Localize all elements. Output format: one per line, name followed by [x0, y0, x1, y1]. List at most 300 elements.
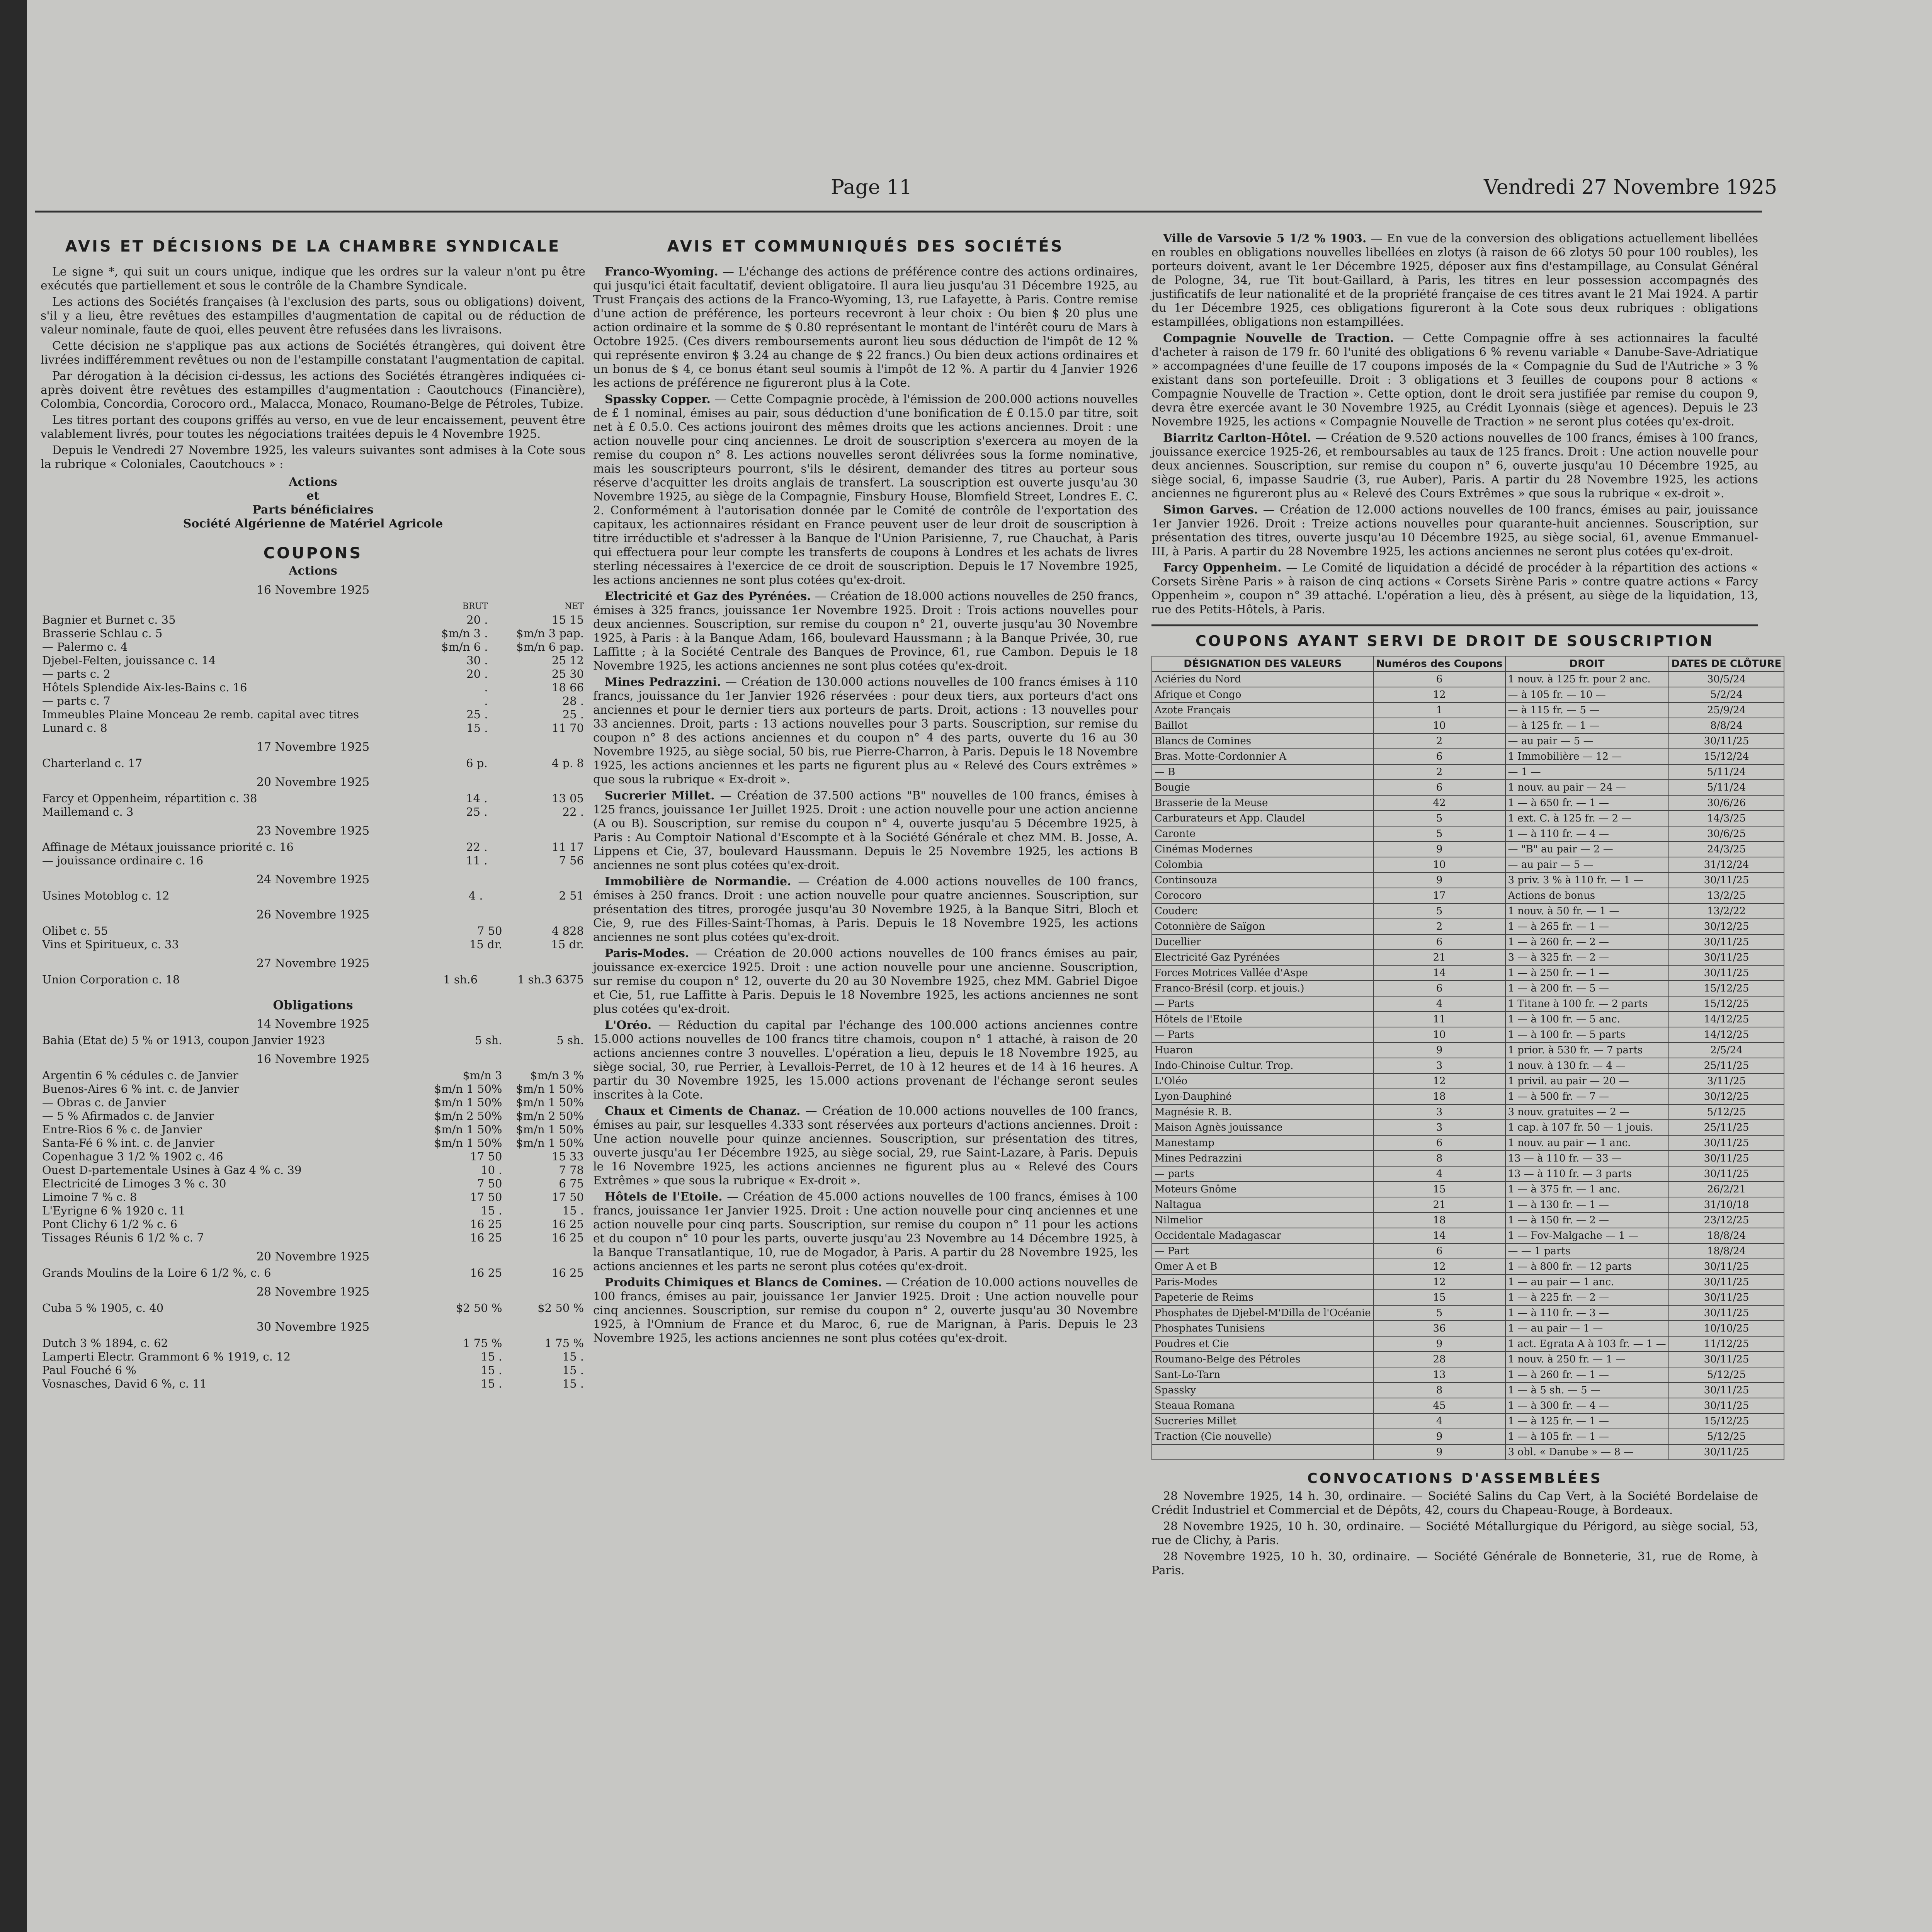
table-cell: 23/12/25	[1669, 1213, 1784, 1228]
table-cell: 1 nouv. à 125 fr. pour 2 anc.	[1505, 672, 1669, 687]
table-cell: 25/11/25	[1669, 1120, 1784, 1135]
coupon-brut: 15 .	[481, 1364, 502, 1377]
table-cell: 10	[1374, 857, 1505, 872]
table-cell: 1 — à 110 fr. — 4 —	[1505, 826, 1669, 842]
rights-row	[1152, 1089, 1784, 1104]
coupon-net: 15 .	[562, 1204, 584, 1217]
table-cell: Brasserie de la Meuse	[1152, 795, 1374, 811]
table-cell: 30/11/25	[1669, 1290, 1784, 1305]
coupon-row	[41, 627, 585, 640]
coupon-brut: 20 .	[466, 613, 488, 626]
coupon-net: 16 25	[551, 1231, 584, 1244]
convocations-title: CONVOCATIONS D'ASSEMBLÉES	[1307, 1471, 1602, 1486]
table-cell: 15/12/25	[1669, 996, 1784, 1012]
table-cell: 15/12/24	[1669, 749, 1784, 764]
coupons-table	[41, 840, 585, 867]
table-cell: 8	[1374, 1383, 1505, 1398]
table-cell: 31/12/24	[1669, 857, 1784, 872]
company-name: L'Oréo.	[605, 1019, 652, 1032]
company-notice	[1151, 232, 1758, 329]
coupon-net: 15 15	[551, 613, 584, 626]
table-cell: 15	[1374, 1290, 1505, 1305]
company-notice	[593, 1276, 1138, 1345]
table-cell: Huaron	[1152, 1043, 1374, 1058]
notice-text: — Création de 130.000 actions nouvelles de 100 francs émises à 110 francs, jouissance du 1er Janvier 1926 réservées : pour deux tiers, aux porteurs d'act ons anciennes et pour le dernier tiers aux porteurs de parts. Droit, actions : 13 nouvelles pour 33 anciennes. Droit, parts : 13 actions nouvelles pour 3 parts. Souscription, sur remise du coupon n° 8 des actions anciennes et du coupon n° 4 des parts, ouverte du 16 au 30 Novembre 1925, au siège social, 50 bis, rue Pierre-Charron, à Paris. Depuis le 18 Novembre 1925, les actions anciennes et les parts ne figurent plus au « Relevé des Cours extrêmes » que sous la rubrique « Ex-droit ».	[593, 675, 1138, 786]
coupon-net: 17 50	[551, 1190, 584, 1204]
table-cell: 18	[1374, 1089, 1505, 1104]
table-cell: 1 nouv. à 250 fr. — 1 —	[1505, 1352, 1669, 1367]
table-cell: Actions de bonus	[1505, 888, 1669, 903]
coupon-name: Usines Motoblog c. 12	[42, 889, 170, 902]
table-cell: 1 — Fov-Malgache — 1 —	[1505, 1228, 1669, 1243]
table-cell: Manestamp	[1152, 1135, 1374, 1151]
table-cell: 30/11/25	[1669, 1166, 1784, 1182]
table-cell: 11	[1374, 1012, 1505, 1027]
coupon-row	[41, 792, 585, 805]
table-cell: 30/11/25	[1669, 1444, 1784, 1460]
paragraph: Les titres portant des coupons griffés au verso, en vue de leur encaissement, peuvent être valablement livrés, pour toutes les négociations traitées depuis le 4 Novembre 1925.	[41, 413, 585, 441]
notice-text: — Création de 18.000 actions nouvelles de 250 francs, émises à 325 francs, jouissance 1er Novembre 1925. Droit : Trois actions nouvelles pour deux anciennes. Souscription, sur remise du coupon n° 21, ouverte jusqu'au 30 Novembre 1925, à Paris : à la Banque Adam, 166, boulevard Haussmann ; à la Banque Privée, 30, rue Laffitte ; à la Société Centrale des Banques de Province, 61, rue Cambon. Depuis le 18 Novembre 1925, les actions anciennes ne sont plus cotées qu'ex-droit.	[593, 590, 1138, 673]
coupon-net: $m/n 1 50%	[516, 1136, 584, 1150]
table-cell: 1 — au pair — 1 anc.	[1505, 1274, 1669, 1290]
coupon-brut: 7 50	[477, 924, 502, 937]
date-heading: 20 Novembre 1925	[256, 1250, 370, 1264]
table-cell: — à 125 fr. — 1 —	[1505, 718, 1669, 733]
coupon-row	[41, 1136, 585, 1150]
coupon-brut: 16 25	[470, 1231, 502, 1244]
coupon-row	[41, 640, 585, 654]
table-cell: 6	[1374, 672, 1505, 687]
rights-row	[1152, 1228, 1784, 1243]
table-cell: 1 — à 265 fr. — 1 —	[1505, 919, 1669, 934]
date-heading: 17 Novembre 1925	[256, 740, 370, 754]
rights-row	[1152, 888, 1784, 903]
coupons-table	[41, 1301, 585, 1315]
notice-text: — Création de 12.000 actions nouvelles de 100 francs, émises au pair, jouissance 1er Janvier 1926. Droit : Treize actions nouvelles pour quarante-huit anciennes. Souscription, sur présentation des titres, ouverte jusqu'au 10 Décembre 1925, au siège social, 61, avenue Emmanuel-III, à Paris. A partir du 28 Novembre 1925, les actions anciennes ne seront plus cotées qu'ex-droit.	[1151, 503, 1758, 558]
table-cell: Sant-Lo-Tarn	[1152, 1367, 1374, 1383]
rights-row	[1152, 1429, 1784, 1444]
rights-row	[1152, 1305, 1784, 1321]
table-cell: Corocoro	[1152, 888, 1374, 903]
rights-row	[1152, 1444, 1784, 1460]
coupon-name: Farcy et Oppenheim, répartition c. 38	[42, 792, 257, 805]
coupon-name: Union Corporation c. 18	[42, 973, 180, 986]
column-avis-societes	[593, 232, 1138, 1932]
rights-row	[1152, 1166, 1784, 1182]
table-cell: 1 prior. à 530 fr. — 7 parts	[1505, 1043, 1669, 1058]
coupon-brut: 15 dr.	[469, 938, 502, 951]
coupon-row	[41, 681, 585, 694]
coupon-row	[41, 667, 585, 681]
company-name: Electricité et Gaz des Pyrénées.	[605, 590, 811, 603]
table-cell: 1 ext. C. à 125 fr. — 2 —	[1505, 811, 1669, 826]
coupon-name: — parts c. 7	[42, 694, 111, 707]
table-cell: 9	[1374, 1444, 1505, 1460]
table-cell: Baillot	[1152, 718, 1374, 733]
table-cell: Mines Pedrazzini	[1152, 1151, 1374, 1166]
coupon-net: 25 12	[551, 654, 584, 667]
table-cell: 30/11/25	[1669, 1352, 1784, 1367]
coupon-name: Copenhague 3 1/2 % 1902 c. 46	[42, 1150, 223, 1163]
obligations-coupons-list	[41, 1017, 585, 1391]
section-title: AVIS ET DÉCISIONS DE LA CHAMBRE SYNDICALE	[65, 238, 561, 255]
table-cell: 8	[1374, 1151, 1505, 1166]
coupon-row	[41, 1266, 585, 1280]
notice-text: — Création de 4.000 actions nouvelles de 100 francs, émises à 250 francs. Droit : une action nouvelle pour quatre anciennes. Souscription, sur présentation des titres, prorogée jusqu'au 30 Novembre 1925, à la Banque Sitri, Bloch et Cie, 9, rue des Filles-Saint-Thomas, à Paris. Depuis le 18 Novembre 1925, les actions anciennes ne sont plus cotées qu'ex-droit.	[593, 875, 1138, 944]
table-cell: 12	[1374, 1073, 1505, 1089]
table-cell: 1 — à 375 fr. — 1 anc.	[1505, 1182, 1669, 1197]
company-notice	[593, 1019, 1138, 1102]
company-name: Franco-Wyoming.	[605, 265, 718, 279]
company-name: Biarritz Carlton-Hôtel.	[1163, 431, 1311, 445]
table-cell: 1 — au pair — 1 —	[1505, 1321, 1669, 1336]
company-notice	[1151, 431, 1758, 501]
table-cell: Magnésie R. B.	[1152, 1104, 1374, 1120]
notice-text: — Création de 10.000 actions nouvelles de 100 francs, émises au pair, jouissance 1er Janvier 1925. Droit : Une action nouvelle pour cinq anciennes. Souscription, sur remise du coupon n° 2, ouverte jusqu'au 30 Novembre 1925, à l'Omnium de France et du Maroc, 6, rue de Marignan, à Paris. Depuis le 23 Novembre 1925, les actions anciennes ne sont plus cotées qu'ex-droit.	[593, 1276, 1138, 1345]
coupon-row	[41, 1150, 585, 1163]
coupon-name: Paul Fouché 6 %	[42, 1364, 136, 1377]
coupon-net: 18 66	[551, 681, 584, 694]
coupon-row	[41, 1177, 585, 1190]
coupon-name: Electricité de Limoges 3 % c. 30	[42, 1177, 226, 1190]
coupon-name: — 5 % Afirmados c. de Janvier	[42, 1109, 214, 1122]
col-header: DROIT	[1505, 656, 1669, 672]
section-title: AVIS ET COMMUNIQUÉS DES SOCIÉTÉS	[667, 238, 1064, 255]
table-cell: 10/10/25	[1669, 1321, 1784, 1336]
table-cell: 1 — à 110 fr. — 3 —	[1505, 1305, 1669, 1321]
coupon-brut: 1 sh.6	[443, 973, 478, 986]
coupon-row	[41, 1364, 585, 1377]
table-cell: 5/12/25	[1669, 1429, 1784, 1444]
rights-row	[1152, 1151, 1784, 1166]
table-cell: 3	[1374, 1120, 1505, 1135]
rights-row	[1152, 857, 1784, 872]
coupon-name: Bagnier et Burnet c. 35	[42, 613, 176, 626]
col-header: Numéros des Coupons	[1374, 656, 1505, 672]
table-cell: 4	[1374, 1413, 1505, 1429]
table-cell: 10	[1374, 1027, 1505, 1043]
table-cell: 1 — à 260 fr. — 1 —	[1505, 1367, 1669, 1383]
table-cell: 1 — à 125 fr. — 1 —	[1505, 1413, 1669, 1429]
coupon-net: $m/n 1 50%	[516, 1082, 584, 1095]
table-cell: 26/2/21	[1669, 1182, 1784, 1197]
coupon-row	[41, 1163, 585, 1177]
rights-table	[1151, 656, 1784, 1460]
table-cell: — B	[1152, 764, 1374, 780]
coupon-row	[41, 924, 585, 938]
coupon-brut: 22 .	[466, 840, 488, 854]
coupons-list	[41, 583, 585, 986]
table-cell: 45	[1374, 1398, 1505, 1413]
coupon-net: 25 30	[551, 667, 584, 680]
table-cell: 5/12/25	[1669, 1104, 1784, 1120]
coupon-net: 1 sh.3 6375	[517, 973, 584, 986]
table-cell: 30/6/26	[1669, 795, 1784, 811]
coupon-brut: 4 .	[468, 889, 483, 902]
table-cell: 6	[1374, 981, 1505, 996]
table-cell: 1 — à 100 fr. — 5 parts	[1505, 1027, 1669, 1043]
table-cell: 6	[1374, 934, 1505, 950]
table-cell: — Parts	[1152, 996, 1374, 1012]
coupon-brut: $m/n 1 50%	[434, 1082, 502, 1095]
coupon-row	[41, 1096, 585, 1109]
table-cell: 13/2/22	[1669, 903, 1784, 919]
rights-row	[1152, 764, 1784, 780]
company-name: Immobilière de Normandie.	[605, 875, 791, 888]
table-cell: Naltagua	[1152, 1197, 1374, 1213]
table-cell: 30/11/25	[1669, 934, 1784, 950]
coupons-table	[41, 600, 585, 735]
date-heading: 16 Novembre 1925	[256, 1053, 370, 1066]
table-cell: Occidentale Madagascar	[1152, 1228, 1374, 1243]
table-cell: 1 — à 650 fr. — 1 —	[1505, 795, 1669, 811]
company-notice	[593, 947, 1138, 1016]
table-cell: 6	[1374, 1243, 1505, 1259]
rights-row	[1152, 795, 1784, 811]
coupon-net: 25 .	[562, 708, 584, 721]
coupon-name: Pont Clichy 6 1/2 % c. 6	[42, 1218, 178, 1231]
table-cell: 31/10/18	[1669, 1197, 1784, 1213]
rights-row	[1152, 965, 1784, 981]
table-cell	[1152, 1444, 1374, 1460]
table-cell: 5	[1374, 826, 1505, 842]
page-number: Page 11	[831, 176, 912, 199]
rights-row	[1152, 1336, 1784, 1352]
table-cell: 1 cap. à 107 fr. 50 — 1 jouis.	[1505, 1120, 1669, 1135]
rights-row	[1152, 1290, 1784, 1305]
rights-row	[1152, 1058, 1784, 1073]
date-heading: 16 Novembre 1925	[256, 583, 370, 597]
table-cell: 9	[1374, 1429, 1505, 1444]
table-cell: 9	[1374, 872, 1505, 888]
coupon-net: 11 17	[551, 840, 584, 854]
coupons-title: COUPONS	[263, 544, 363, 562]
table-cell: 30/11/25	[1669, 1398, 1784, 1413]
coupon-name: Argentin 6 % cédules c. de Janvier	[42, 1069, 238, 1082]
coupon-net: 15 .	[562, 1350, 584, 1363]
coupon-name: Limoine 7 % c. 8	[42, 1190, 137, 1204]
coupon-row	[41, 654, 585, 667]
rights-row	[1152, 919, 1784, 934]
company-name: Compagnie Nouvelle de Traction.	[1163, 332, 1394, 345]
coupon-name: Buenos-Aires 6 % int. c. de Janvier	[42, 1082, 239, 1095]
coupon-net: 2 51	[559, 889, 584, 902]
table-cell: — à 115 fr. — 5 —	[1505, 702, 1669, 718]
company-name: Simon Garves.	[1163, 503, 1258, 517]
column-notices-rights	[1151, 232, 1782, 1932]
coupons-subtitle: Actions	[289, 564, 337, 578]
issue-date: Vendredi 27 Novembre 1925	[1484, 176, 1777, 199]
coupon-brut: 15 .	[481, 1204, 502, 1217]
coupon-net: 13 05	[551, 792, 584, 805]
coupon-brut: $m/n 1 50%	[434, 1096, 502, 1109]
table-cell: 30/11/25	[1669, 950, 1784, 965]
table-cell: 3 nouv. gratuites — 2 —	[1505, 1104, 1669, 1120]
divider	[1151, 624, 1758, 626]
coupon-net: 28 .	[562, 694, 584, 707]
table-cell: Hôtels de l'Etoile	[1152, 1012, 1374, 1027]
date-heading: 20 Novembre 1925	[256, 776, 370, 789]
notice-text: — Le Comité de liquidation a décidé de procéder à la répartition des actions « Corsets Sirène Paris » à raison de cinq actions « Corsets Sirène Paris » contre quatre actions « Farcy Oppenheim », coupon n° 39 attaché. L'opération a lieu, dès à présent, au siège de la liquidation, 13, rue des Petits-Hôtels, à Paris.	[1151, 561, 1758, 616]
coupon-name: Santa-Fé 6 % int. c. de Janvier	[42, 1136, 214, 1150]
table-cell: Electricité Gaz Pyrénées	[1152, 950, 1374, 965]
table-cell: 5/11/24	[1669, 764, 1784, 780]
table-cell: 5/12/25	[1669, 1367, 1784, 1383]
table-cell: Roumano-Belge des Pétroles	[1152, 1352, 1374, 1367]
table-cell: 25/11/25	[1669, 1058, 1784, 1073]
coupon-name: Tissages Réunis 6 1/2 % c. 7	[42, 1231, 204, 1244]
table-cell: 5	[1374, 811, 1505, 826]
company-name: Produits Chimiques et Blancs de Comines.	[605, 1276, 882, 1289]
table-cell: 2	[1374, 733, 1505, 749]
rights-row	[1152, 687, 1784, 702]
company-name: Paris-Modes.	[605, 947, 689, 960]
table-cell: Spassky	[1152, 1383, 1374, 1398]
coupon-name: Vins et Spiritueux, c. 33	[42, 938, 179, 951]
table-cell: 2	[1374, 764, 1505, 780]
coupon-net: 6 75	[559, 1177, 584, 1190]
coupon-name: Brasserie Schlau c. 5	[42, 627, 163, 640]
table-cell: Couderc	[1152, 903, 1374, 919]
table-cell: 1 — à 800 fr. — 12 parts	[1505, 1259, 1669, 1274]
coupons-table	[41, 757, 585, 770]
table-cell: 5	[1374, 903, 1505, 919]
company-name: Ville de Varsovie 5 1/2 % 1903.	[1163, 232, 1367, 245]
table-cell: 30/11/25	[1669, 1383, 1784, 1398]
table-cell: 30/11/25	[1669, 733, 1784, 749]
company-name: Chaux et Ciments de Chanaz.	[605, 1104, 801, 1118]
coupon-net: 4 p. 8	[551, 757, 584, 770]
coupons-table	[41, 973, 585, 986]
table-cell: 14	[1374, 1228, 1505, 1243]
table-cell: 5/2/24	[1669, 687, 1784, 702]
paragraph: Par dérogation à la décision ci-dessus, les actions des Sociétés étrangères indiquées ci-après doivent être revêtues des estampilles d'augmentation : Caoutchoucs (Financière), Colombia, Concordia, Corocoro ord., Malacca, Monaco, Roumano-Belge de Pétroles, Tubize.	[41, 369, 585, 411]
table-cell: 3 — à 325 fr. — 2 —	[1505, 950, 1669, 965]
rights-row	[1152, 1197, 1784, 1213]
coupon-brut: $m/n 1 50%	[434, 1123, 502, 1136]
table-cell: 21	[1374, 950, 1505, 965]
coupon-net: 7 78	[559, 1163, 584, 1177]
coupon-brut: 25 .	[466, 805, 488, 818]
company-notice	[1151, 561, 1758, 617]
coupons-table	[41, 889, 585, 903]
table-cell: Indo-Chinoise Cultur. Trop.	[1152, 1058, 1374, 1073]
table-cell: 30/6/25	[1669, 826, 1784, 842]
coupon-brut: 20 .	[466, 667, 488, 680]
coupon-name: Olibet c. 55	[42, 924, 108, 937]
table-cell: 15/12/25	[1669, 1413, 1784, 1429]
rights-row	[1152, 733, 1784, 749]
table-cell: 28	[1374, 1352, 1505, 1367]
table-cell: 1 — à 100 fr. — 5 anc.	[1505, 1012, 1669, 1027]
rights-row	[1152, 1383, 1784, 1398]
table-cell: Bougie	[1152, 780, 1374, 795]
coupon-brut: 11 .	[466, 854, 488, 867]
table-cell: 30/11/25	[1669, 1274, 1784, 1290]
company-name: Hôtels de l'Etoile.	[605, 1190, 723, 1204]
table-cell: 1	[1374, 702, 1505, 718]
table-cell: Moteurs Gnôme	[1152, 1182, 1374, 1197]
rights-row	[1152, 718, 1784, 733]
coupon-brut: 30 .	[466, 654, 488, 667]
coupon-row	[41, 1123, 585, 1136]
coupon-brut: .	[484, 694, 488, 707]
table-cell: 14/3/25	[1669, 811, 1784, 826]
company-notice	[593, 590, 1138, 673]
coupon-name: Vosnasches, David 6 %, c. 11	[42, 1377, 207, 1390]
date-heading: 30 Novembre 1925	[256, 1320, 370, 1334]
table-cell: 1 Immobilière — 12 —	[1505, 749, 1669, 764]
convocation: 28 Novembre 1925, 10 h. 30, ordinaire. — Société Métallurgique du Périgord, au siège social, 53, rue de Clichy, à Paris.	[1151, 1520, 1758, 1547]
rights-row	[1152, 1012, 1784, 1027]
column-avis-decisions	[41, 232, 585, 1932]
company-notice	[593, 1104, 1138, 1188]
coupon-net: 4 828	[551, 924, 584, 937]
table-cell: 24/3/25	[1669, 842, 1784, 857]
coupon-row	[41, 1190, 585, 1204]
table-cell: 13/2/25	[1669, 888, 1784, 903]
coupon-brut: 15 .	[481, 1377, 502, 1390]
coupon-name: Dutch 3 % 1894, c. 62	[42, 1337, 168, 1350]
table-cell: 30/12/25	[1669, 919, 1784, 934]
company-notice	[593, 1190, 1138, 1274]
coupon-row	[41, 1082, 585, 1096]
coupon-row	[41, 708, 585, 721]
notice-text: — Création de 9.520 actions nouvelles de 100 francs, émises à 100 francs, jouissance exercice 1925-26, et remboursables au taux de 125 francs. Droit : Une action nouvelle pour deux anciennes. Souscription, sur remise du coupon n° 6, ouverte jusqu'au 10 Décembre 1925, au siège social, 6, impasse Saudrie (3, rue Auber), Paris. A partir du 28 Novembre 1925, les actions anciennes ne figureront plus au « Relevé des Cours Extrêmes » que sous la rubrique « ex-droit ».	[1151, 431, 1758, 500]
rights-row	[1152, 842, 1784, 857]
date-heading: 24 Novembre 1925	[256, 873, 370, 886]
table-cell: 1 — à 300 fr. — 4 —	[1505, 1398, 1669, 1413]
coupon-net: 5 sh.	[556, 1034, 584, 1047]
coupon-row	[41, 889, 585, 903]
coupon-row	[41, 805, 585, 819]
coupon-name: Ouest D-partementale Usines à Gaz 4 % c. 39	[42, 1163, 302, 1177]
coupon-net: $m/n 6 pap.	[516, 640, 584, 653]
coupon-brut: $m/n 1 50%	[434, 1136, 502, 1150]
table-cell: 14	[1374, 965, 1505, 981]
company-name: Mines Pedrazzini.	[605, 675, 721, 689]
coupon-net: $m/n 3 pap.	[516, 627, 584, 640]
table-cell: 18/8/24	[1669, 1243, 1784, 1259]
coupons-table	[41, 1337, 585, 1391]
convocation: 28 Novembre 1925, 14 h. 30, ordinaire. — Société Salins du Cap Vert, à la Société Bordelaise de Crédit Industriel et Commercial et de Dépôts, 42, cours du Chapeau-Rouge, à Bordeaux.	[1151, 1490, 1758, 1517]
table-cell: 36	[1374, 1321, 1505, 1336]
rights-row	[1152, 780, 1784, 795]
coupon-brut: $m/n 6 .	[441, 640, 488, 653]
rights-row	[1152, 996, 1784, 1012]
coupon-brut: $m/n 3 .	[441, 627, 488, 640]
table-cell: 3 priv. 3 % à 110 fr. — 1 —	[1505, 872, 1669, 888]
coupon-brut: .	[484, 681, 488, 694]
company-notices	[593, 265, 1138, 1345]
table-cell: Ducellier	[1152, 934, 1374, 950]
table-cell: 8/8/24	[1669, 718, 1784, 733]
table-cell: Phosphates Tunisiens	[1152, 1321, 1374, 1336]
coupon-name: Charterland c. 17	[42, 757, 143, 770]
table-cell: 12	[1374, 1259, 1505, 1274]
rights-title: COUPONS AYANT SERVI DE DROIT DE SOUSCRIPTION	[1195, 633, 1714, 650]
rights-row	[1152, 903, 1784, 919]
coupon-brut: 14 .	[466, 792, 488, 805]
coupon-row	[41, 1350, 585, 1364]
rights-row	[1152, 981, 1784, 996]
paragraph: Depuis le Vendredi 27 Novembre 1925, les valeurs suivantes sont admises à la Cote sous la rubrique « Coloniales, Caoutchoucs » :	[41, 444, 585, 471]
notice-text: — Création de 37.500 actions "B" nouvelles de 100 francs, émises à 125 francs, jouissance 1er Juillet 1925. Droit : une action nouvelle pour une action ancienne (A ou B). Souscription, sur remise du coupon n° 4, ouverte jusqu'au 5 Décembre 1925, à Paris : Au Comptoir National d'Escompte et à la Société Générale et chez MM. B. Josse, A. Lippens et Cie, 37, boulevard Haussmann. Depuis le 25 Novembre 1925, les actions B anciennes ne sont plus cotées qu'ex-droit.	[593, 789, 1138, 872]
table-cell: 30/12/25	[1669, 1089, 1784, 1104]
coupons-table	[41, 1069, 585, 1245]
coupon-row	[41, 1377, 585, 1391]
rights-row	[1152, 1413, 1784, 1429]
